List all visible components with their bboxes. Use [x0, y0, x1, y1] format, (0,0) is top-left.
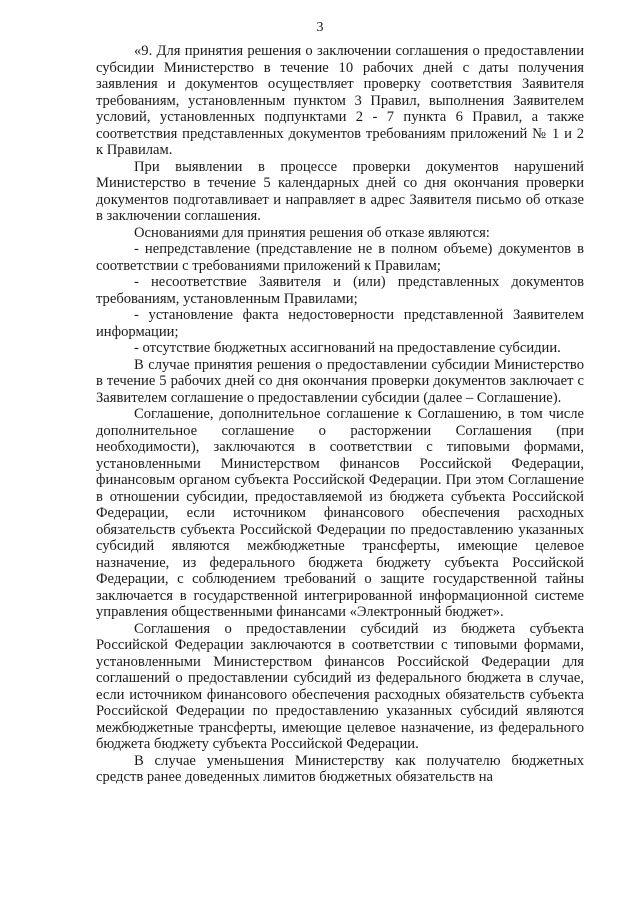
- list-item-nonconformity: - несоответствие Заявителя и (или) представленных документов требованиям, установленным Правилами;: [96, 274, 584, 307]
- paragraph-clause-9: «9. Для принятия решения о заключении соглашения о предоставлении субсидии Министерство в течение 10 рабочих дней с даты получения заявления и документов осуществляет проверку соответствия Заявителя требованиям, установленным пунктом 3 Правил, выполнения Заявителем условий, установленных подпунктами 2 - 7 пункта 6 Правил, а также соответствия представленных документов требованиям приложений № 1 и 2 к Правилам.: [96, 43, 584, 158]
- paragraph-limits-reduction: В случае уменьшения Министерству как получателю бюджетных средств ранее доведенных лимитов бюджетных обязательств на: [96, 752, 584, 785]
- paragraph-refusal-grounds: Основаниями для принятия решения об отказе являются:: [134, 224, 490, 241]
- list-item-false-information: - установление факта недостоверности представленной Заявителем информации;: [96, 307, 584, 340]
- list-item-no-appropriations: - отсутствие бюджетных ассигнований на предоставление субсидии.: [134, 340, 561, 356]
- paragraph-agreement-conclusion: В случае принятия решения о предоставлении субсидии Министерство в течение 5 рабочих дней со дня окончания проверки документов заключает с Заявителем соглашение о предоставлении субсидии (далее – Соглашение).: [96, 356, 584, 406]
- paragraph-agreement-forms: Соглашение, дополнительное соглашение к Соглашению, в том числе дополнительное соглашение о расторжении Соглашения (при необходимости), заключаются в соответствии с типовыми формами, установленными Министерством финансов Российской Федерации, финансовым органом субъекта Российской Федерации. При этом Соглашение в отношении субсидии, предоставляемой из бюджета субъекта Российской Федерации, если источником финансового обеспечения расходных обязательств субъекта Российской Федерации по предоставлению указанных субсидий являются межбюджетные трансферты, имеющие целевое назначение, из федерального бюджета бюджету субъекта Российской Федерации, с соблюдением требований о защите государственной тайны заключается в государственной интегрированной информационной системе управления общественными финансами «Электронный бюджет».: [96, 406, 584, 620]
- paragraph-violations: При выявлении в процессе проверки документов нарушений Министерство в течение 5 календарных дней со дня окончания проверки документов подготавливает и направляет в адрес Заявителя письмо об отказе в заключении соглашения.: [96, 158, 584, 224]
- paragraph-regional-agreements: Соглашения о предоставлении субсидий из бюджета субъекта Российской Федерации заключаются в соответствии с типовыми формами, установленными Министерством финансов Российской Федерации для соглашений о предоставлении субсидий из федерального бюджета в случае, если источником финансового обеспечения расходных обязательств субъекта Российской Федерации по предоставлению указанных субсидий являются межбюджетные трансферты, имеющие целевое назначение, из федерального бюджета бюджету субъекта Российской Федерации.: [96, 620, 584, 752]
- page-number: 3: [316, 20, 324, 35]
- document-body: [96, 43, 584, 786]
- list-item-nonsubmission: - непредставление (представление не в полном объеме) документов в соответствии с требованиями приложений к Правилам;: [96, 241, 584, 274]
